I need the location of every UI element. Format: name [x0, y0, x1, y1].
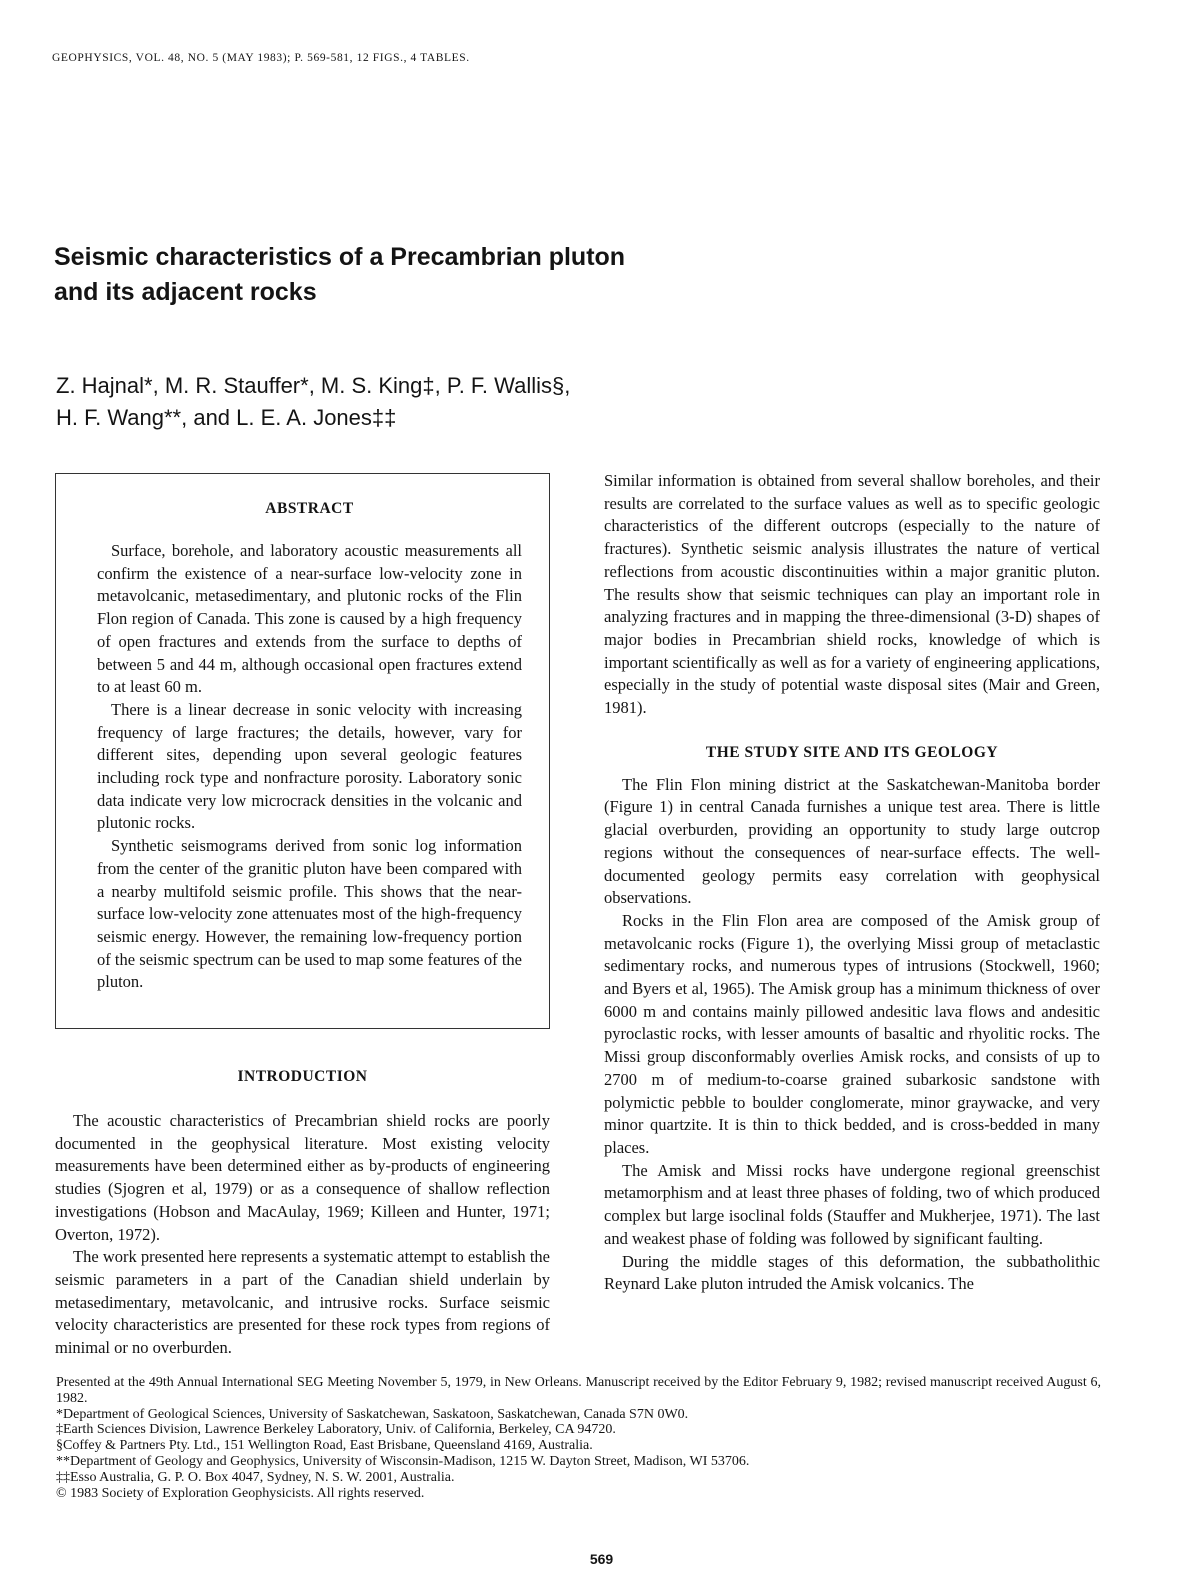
authors-line-1: Z. Hajnal*, M. R. Stauffer*, M. S. King‡, P. F. Wallis§, — [56, 373, 571, 398]
introduction-section — [55, 1110, 550, 1360]
abstract-heading: ABSTRACT — [265, 500, 354, 517]
footnotes — [56, 1375, 1101, 1501]
abstract-paragraph: There is a linear decrease in sonic velocity with increasing frequency of large fractures; the details, however, vary for different sites, depending upon several geologic features including rock type and nonfracture porosity. Laboratory sonic data indicate very low microcrack densities in the volcanic and plutonic rocks. — [97, 699, 522, 833]
footnote-affiliation: *Department of Geological Sciences, University of Saskatchewan, Saskatoon, Saskatchewan, Canada S7N 0W0. — [56, 1406, 689, 1422]
introduction-paragraph: The work presented here represents a systematic attempt to establish the seismic parameters in a part of the Canadian shield underlain by metasedimentary, metavolcanic, and intrusive rocks. Surface seismic velocity characteristics are presented for these rock types from regions of minimal or no overburden. — [55, 1247, 550, 1358]
footnote-affiliation: **Department of Geology and Geophysics, University of Wisconsin-Madison, 1215 W. Dayton Street, Madison, WI 53706. — [56, 1453, 750, 1469]
study-site-paragraph: The Amisk and Missi rocks have undergone regional greenschist metamorphism and at least three phases of folding, two of which produced complex but large isoclinal folds (Stauffer and Mukherjee, 1971). The last and weakest phase of folding was followed by significant faulting. — [604, 1160, 1100, 1248]
footnote-copyright: © 1983 Society of Exploration Geophysicists. All rights reserved. — [56, 1485, 425, 1501]
title-line-1: Seismic characteristics of a Precambrian pluton — [54, 243, 626, 271]
study-site-paragraph: During the middle stages of this deformation, the subbatholithic Reynard Lake pluton intruded the Amisk volcanics. The — [604, 1251, 1100, 1294]
title-line-2: and its adjacent rocks — [54, 278, 317, 306]
introduction-continuation: Similar information is obtained from several shallow boreholes, and their results are correlated to the surface values as well as to specific geologic characteristics of the different outcrops (especially to the nature of fractures). Synthetic seismic analysis illustrates the nature of vertical reflections from acoustic discontinuities within a major granitic pluton. The results show that seismic techniques can play an important role in analyzing fractures and in mapping the three-dimensional (3-D) shapes of major bodies in Precambrian shield rocks, knowledge of which is important scientifically as well as for a variety of engineering applications, especially in the study of potential waste disposal sites (Mair and Green, 1981). — [604, 471, 1100, 718]
abstract-paragraph: Surface, borehole, and laboratory acoustic measurements all confirm the existence of a near-surface low-velocity zone in metavolcanic, metasedimentary, and plutonic rocks of the Flin Flon region of Canada. This zone is caused by a high frequency of open fractures and extends from the surface to depths of between 5 and 44 m, although occasional open fractures extend to at least 60 m. — [97, 541, 522, 697]
footnote-affiliation: ‡‡Esso Australia, G. P. O. Box 4047, Sydney, N. S. W. 2001, Australia. — [56, 1469, 455, 1485]
authors-line-2: H. F. Wang**, and L. E. A. Jones‡‡ — [56, 405, 397, 430]
study-site-paragraph: The Flin Flon mining district at the Saskatchewan-Manitoba border (Figure 1) in central Canada furnishes a unique test area. There is little glacial overburden, providing an opportunity to study large outcrop regions without the consequences of near-surface effects. The well-documented geology permits easy correlation with geophysical observations. — [604, 774, 1100, 908]
article-title — [54, 240, 814, 310]
study-site-paragraph: Rocks in the Flin Flon area are composed of the Amisk group of metavolcanic rocks (Figure 1), the overlying Missi group of metaclastic sedimentary rocks, and numerous types of intrusions (Stockwell, 1960; and Byers et al, 1965). The Amisk group has a minimum thickness of over 6000 m and contains mainly pillowed andesitic lava flows and andesitic pyroclastic rocks, with lesser amounts of basaltic and rhyolitic rocks. The Missi group disconformably overlies Amisk rocks, and consists of up to 2700 m of medium-to-coarse grained subarkosic sandstone with polymictic pebble to boulder conglomerate, minor graywacke, and very minor quartzite. It is thin to thick bedded, and is cross-bedded in many places. — [604, 910, 1100, 1157]
study-site-heading: THE STUDY SITE AND ITS GEOLOGY — [705, 743, 999, 761]
right-column — [604, 470, 1100, 1296]
author-list — [56, 370, 816, 434]
abstract-paragraph: Synthetic seismograms derived from sonic log information from the center of the granitic pluton have been compared with a nearby multifold seismic profile. This shows that the near-surface low-velocity zone attenuates most of the high-frequency seismic energy. However, the remaining low-frequency portion of the seismic spectrum can be used to map some features of the pluton. — [97, 836, 522, 992]
footnote-affiliation: ‡Earth Sciences Division, Lawrence Berkeley Laboratory, Univ. of California, Berkeley, CA 94720. — [56, 1422, 616, 1438]
introduction-heading: INTRODUCTION — [237, 1068, 368, 1085]
introduction-paragraph: The acoustic characteristics of Precambrian shield rocks are poorly documented in the geophysical literature. Most existing velocity measurements have been determined either as by-products of engineering studies (Sjogren et al, 1979) or as a consequence of shallow reflection investigations (Hobson and MacAulay, 1969; Killeen and Hunter, 1971; Overton, 1972). — [55, 1111, 550, 1244]
footnote-presented: Presented at the 49th Annual International SEG Meeting November 5, 1979, in New Orleans. Manuscript received by the Editor February 9, 1982; revised manuscript received August 6, 1982. — [56, 1375, 1101, 1406]
page-number: 569 — [589, 1551, 614, 1567]
abstract-box — [55, 473, 550, 1029]
footnote-affiliation: §Coffey & Partners Pty. Ltd., 151 Wellington Road, East Brisbane, Queensland 4169, Australia. — [56, 1438, 593, 1454]
running-head: GEOPHYSICS, VOL. 48, NO. 5 (MAY 1983); P. 569-581, 12 FIGS., 4 TABLES. — [52, 52, 470, 64]
